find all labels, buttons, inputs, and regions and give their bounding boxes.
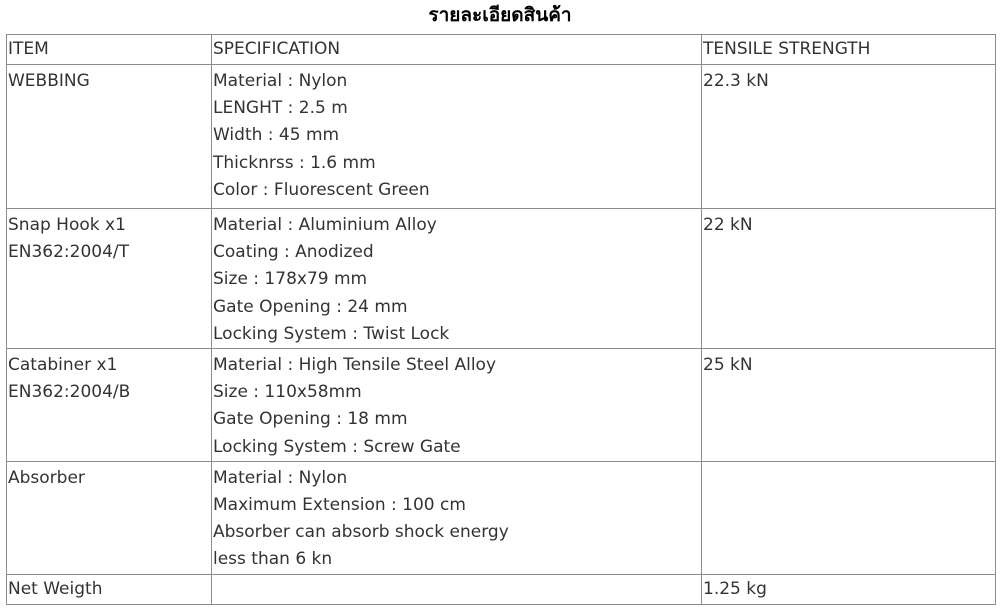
tensile-cell: 22 kN [702,209,996,349]
item-cell [7,65,212,209]
spec-line: Gate Opening : 18 mm [213,409,408,430]
spec-line: Absorber can absorb shock energy [213,522,509,543]
spec-cell [212,461,702,574]
spec-line: Maximum Extension : 100 cm [213,495,466,516]
spec-cell [212,65,702,209]
tensile-cell: 1.25 kg [702,574,996,604]
spec-line: Thicknrss : 1.6 mm [213,152,376,173]
spec-line: Size : 178x79 mm [213,269,368,290]
header-item: ITEM [7,35,212,65]
spec-line: less than 6 kn [213,549,333,570]
table-row [7,65,996,209]
tensile-cell: 22.3 kN [702,65,996,209]
header-specification: SPECIFICATION [212,35,702,65]
item-standard: EN362:2004/T [8,242,130,263]
spec-line: Material : Aluminium Alloy [213,215,437,235]
spec-cell [212,349,702,462]
table-row [7,209,996,349]
tensile-cell: 25 kN [702,349,996,462]
spec-line: Coating : Anodized [213,242,374,263]
spec-line: Material : Nylon [213,71,348,91]
item-name: WEBBING [8,71,90,91]
spec-line: LENGHT : 2.5 m [213,98,348,119]
item-standard: EN362:2004/B [8,382,131,403]
table-row [7,461,996,574]
spec-line: Material : Nylon [213,467,348,488]
spec-line: Color : Fluorescent Green [213,179,430,200]
spec-line: Locking System : Screw Gate [213,436,461,457]
spec-cell [212,574,702,604]
item-name: Absorber [8,467,85,488]
spec-line: Locking System : Twist Lock [213,323,450,344]
item-name: Snap Hook x1 [8,215,126,235]
spec-line: Size : 110x58mm [213,382,362,403]
item-cell: Net Weigth [7,574,212,604]
spec-line: Gate Opening : 24 mm [213,296,408,317]
table-row [7,349,996,462]
item-cell [7,349,212,462]
header-tensile-strength: TENSILE STRENGTH [702,35,996,65]
page-title: รายละเอียดสินค้า [428,4,572,26]
item-cell [7,209,212,349]
item-name: Catabiner x1 [8,355,118,376]
spec-line: Material : High Tensile Steel Alloy [213,355,497,376]
table-header-row [7,35,996,65]
product-spec-table [6,34,996,605]
spec-cell [212,209,702,349]
table-row [7,574,996,604]
tensile-cell [702,461,996,574]
item-cell [7,461,212,574]
spec-line: Width : 45 mm [213,125,340,146]
